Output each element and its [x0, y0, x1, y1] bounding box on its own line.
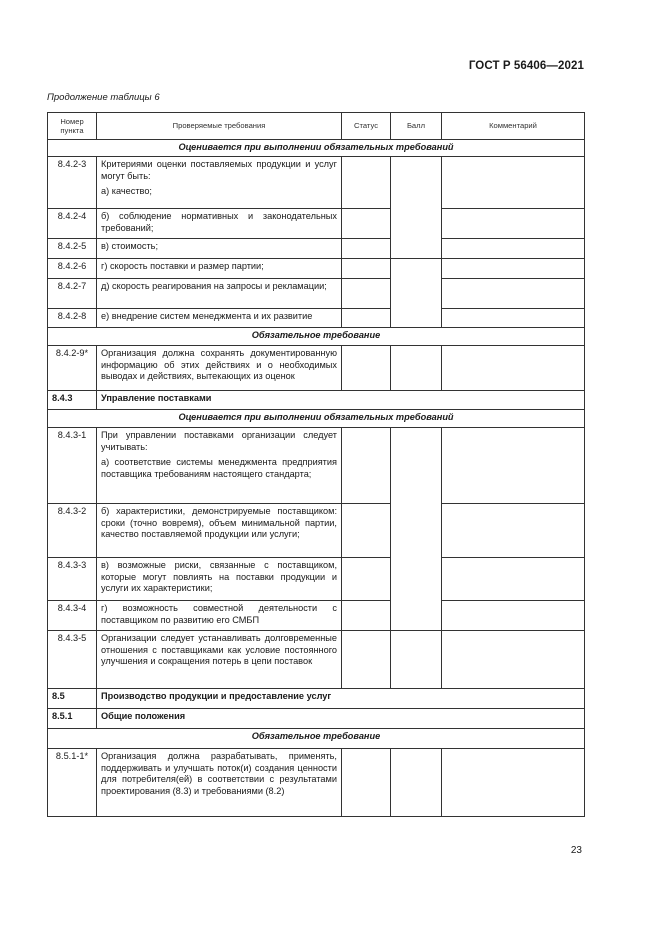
status-cell	[342, 279, 391, 309]
requirement-text: в) стоимость;	[97, 239, 342, 259]
requirement-item: а) соответствие системы менеджмента предприятия поставщика требованиям настоящего стандарта;	[101, 457, 337, 479]
clause-number: 8.5.1	[48, 709, 97, 729]
requirement-text: б) характеристики, демонстрируемые поставщиком: сроки (точно вовремя), объем минимальной партии, качество поставляемой продукции или услуги;	[97, 504, 342, 558]
status-cell	[342, 309, 391, 328]
status-cell	[342, 601, 391, 631]
comment-cell	[442, 631, 585, 689]
comment-cell	[442, 209, 585, 239]
section-row	[48, 410, 585, 428]
clause-number: 8.4.2-8	[48, 309, 97, 328]
clause-number: 8.4.3-1	[48, 428, 97, 504]
requirement-text: е) внедрение систем менеджмента и их развитие	[97, 309, 342, 328]
comment-cell	[442, 157, 585, 209]
comment-cell	[442, 309, 585, 328]
table-header-row	[48, 113, 585, 140]
section-title: Оценивается при выполнении обязательных требований	[48, 140, 585, 157]
comment-cell	[442, 749, 585, 817]
status-cell	[342, 504, 391, 558]
clause-number: 8.4.2-5	[48, 239, 97, 259]
table-row	[48, 279, 585, 309]
subsection-title: Общие положения	[97, 709, 585, 729]
score-cell	[391, 428, 442, 631]
requirement-text: Организации следует устанавливать долговременные отношения с поставщиками как условие постоянного улучшения и сокращения потерь в цепи поставок	[97, 631, 342, 689]
clause-number: 8.4.3-2	[48, 504, 97, 558]
comment-cell	[442, 558, 585, 601]
score-cell	[391, 157, 442, 259]
comment-cell	[442, 428, 585, 504]
page-number: 23	[570, 845, 582, 856]
requirement-text	[97, 428, 342, 504]
clause-number: 8.4.2-6	[48, 259, 97, 279]
subsection-row	[48, 709, 585, 729]
status-cell	[342, 631, 391, 689]
status-cell	[342, 749, 391, 817]
score-cell	[391, 259, 442, 328]
status-cell	[342, 239, 391, 259]
column-header-requirements: Проверяемые требования	[97, 113, 342, 140]
column-header-score: Балл	[391, 113, 442, 140]
requirement-text: г) возможность совместной деятельности с поставщиком по развитию его СМБП	[97, 601, 342, 631]
requirement-text	[97, 157, 342, 209]
table-row	[48, 239, 585, 259]
table-row	[48, 428, 585, 504]
requirement-text: в) возможные риски, связанные с поставщиком, которые могут повлиять на поставки продукции и услуги их характеристики;	[97, 558, 342, 601]
requirements-table	[47, 112, 585, 817]
section-row	[48, 729, 585, 749]
section-row	[48, 140, 585, 157]
clause-number: 8.5.1-1*	[48, 749, 97, 817]
subsection-row	[48, 689, 585, 709]
section-title: Обязательное требование	[48, 328, 585, 346]
status-cell	[342, 346, 391, 391]
requirement-text: д) скорость реагирования на запросы и рекламации;	[97, 279, 342, 309]
status-cell	[342, 157, 391, 209]
score-cell	[391, 749, 442, 817]
comment-cell	[442, 279, 585, 309]
clause-number: 8.5	[48, 689, 97, 709]
comment-cell	[442, 601, 585, 631]
table-row	[48, 601, 585, 631]
table-row	[48, 209, 585, 239]
table-row	[48, 259, 585, 279]
comment-cell	[442, 346, 585, 391]
subsection-title: Производство продукции и предоставление услуг	[97, 689, 585, 709]
subsection-row	[48, 391, 585, 410]
requirement-item: а) качество;	[101, 186, 152, 197]
section-row	[48, 328, 585, 346]
clause-number: 8.4.2-4	[48, 209, 97, 239]
requirement-text: б) соблюдение нормативных и законодательных требований;	[97, 209, 342, 239]
standard-header: ГОСТ Р 56406—2021	[468, 60, 584, 72]
section-title: Обязательное требование	[48, 729, 585, 749]
column-header-status: Статус	[342, 113, 391, 140]
table-row	[48, 631, 585, 689]
column-header-num: Номер пункта	[48, 113, 97, 140]
status-cell	[342, 558, 391, 601]
table-row	[48, 346, 585, 391]
table-row	[48, 504, 585, 558]
clause-number: 8.4.2-3	[48, 157, 97, 209]
table-row	[48, 157, 585, 209]
status-cell	[342, 259, 391, 279]
requirement-intro: При управлении поставками организации следует учитывать:	[101, 430, 337, 452]
table-row	[48, 558, 585, 601]
clause-number: 8.4.2-9*	[48, 346, 97, 391]
requirement-text: Организация должна разрабатывать, применять, поддерживать и улучшать поток(и) создания ценности для потребителя(ей) в соответствии с результатами проектирования (8.3) и требованиями (8.2)	[97, 749, 342, 817]
clause-number: 8.4.3-5	[48, 631, 97, 689]
section-title: Оценивается при выполнении обязательных требований	[48, 410, 585, 428]
table-continuation-label: Продолжение таблицы 6	[47, 92, 160, 103]
table-row	[48, 749, 585, 817]
score-cell	[391, 346, 442, 391]
comment-cell	[442, 259, 585, 279]
requirement-text: г) скорость поставки и размер партии;	[97, 259, 342, 279]
table-row	[48, 309, 585, 328]
requirement-text: Организация должна сохранять документированную информацию об этих действиях и о необходимых выводах и действиях, вытекающих из оценок	[97, 346, 342, 391]
comment-cell	[442, 504, 585, 558]
clause-number: 8.4.3-4	[48, 601, 97, 631]
status-cell	[342, 428, 391, 504]
clause-number: 8.4.2-7	[48, 279, 97, 309]
score-cell	[391, 631, 442, 689]
status-cell	[342, 209, 391, 239]
clause-number: 8.4.3	[48, 391, 97, 410]
clause-number: 8.4.3-3	[48, 558, 97, 601]
column-header-comment: Комментарий	[442, 113, 585, 140]
requirement-intro: Критериями оценки поставляемых продукции и услуг могут быть:	[101, 159, 337, 181]
comment-cell	[442, 239, 585, 259]
subsection-title: Управление поставками	[97, 391, 585, 410]
